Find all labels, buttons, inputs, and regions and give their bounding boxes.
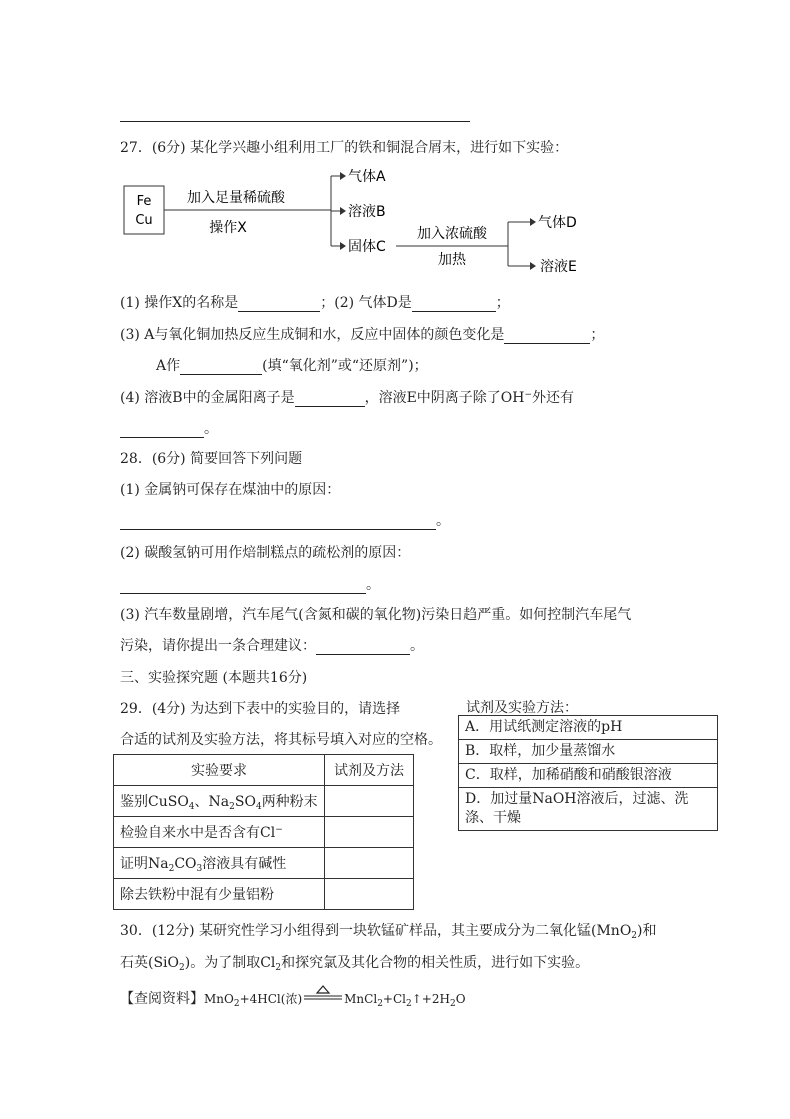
table-row [114, 848, 414, 879]
blank-gas-d[interactable] [412, 297, 496, 312]
answer-cell[interactable] [325, 848, 414, 879]
step1-bottom-label: 操作X [209, 220, 247, 236]
box-fe-label: Fe [136, 194, 152, 209]
arrow-gas-d [530, 218, 536, 226]
option-b: B．取样，加少量蒸馏水 [459, 740, 718, 764]
section3-heading: 三、实验探究题 (本题共16分) [120, 670, 308, 686]
equation-reactants: MnO$_2$+4HCl(浓) [204, 992, 303, 1009]
top-rule [120, 121, 470, 122]
answer-cell[interactable] [325, 879, 414, 910]
blank-sodium-reason[interactable] [120, 515, 436, 530]
box-cu-label: Cu [135, 213, 153, 228]
blank-anion[interactable] [120, 423, 204, 438]
option-d: D．加过量NaOH溶液后，过滤、洗涤、干燥 [459, 788, 718, 831]
q27-line5: 。 [120, 418, 218, 438]
requirement-cell: 除去铁粉中混有少量铝粉 [114, 879, 325, 910]
arrow-solution-e [530, 262, 536, 270]
step2-bottom-label: 加热 [438, 252, 466, 268]
requirement-cell: 鉴别CuSO$_4$、$Na_2SO_4$两种粉末 [114, 786, 325, 817]
option-row [459, 764, 718, 788]
q29-line1: 29．(4分) 为达到下表中的实验目的，请选择 [120, 701, 401, 717]
q28-p2: (2) 碳酸氢钠可用作焙制糕点的疏松剂的原因： [120, 545, 411, 561]
q28-p1-answer: 。 [120, 510, 450, 530]
blank-agent-type[interactable] [180, 360, 262, 375]
step1-top-label: 加入足量稀硫酸 [187, 190, 285, 206]
gas-a-label: 气体A [348, 169, 386, 185]
q27-flow-diagram [118, 160, 598, 280]
blank-metal-cation[interactable] [295, 392, 365, 407]
q28-title: 28．(6分) 简要回答下列问题 [120, 451, 303, 467]
q30-line1: 30．(12分) 某研究性学习小组得到一块软锰矿样品，其主要成分为二氧化锰(MnO$_2$)和 [120, 923, 657, 941]
q28-p3a: (3) 汽车数量剧增，汽车尾气(含氮和碳的氧化物)污染日趋严重。如何控制汽车尾气 [120, 607, 632, 623]
options-title: 试剂及实验方法： [466, 700, 578, 716]
q28-p3b: 污染，请你提出一条合理建议： 。 [120, 638, 424, 654]
q27-line4: (4) 溶液B中的金属阳离子是 ，溶液E中阴离子除了OH−外还有 [120, 390, 575, 406]
q27-line1: (1) 操作X的名称是 ；(2) 气体D是 ； [120, 295, 510, 311]
table-row [114, 786, 414, 817]
table-row [114, 817, 414, 848]
heat-equals-sign [302, 995, 344, 1009]
step2-top-label: 加入浓硫酸 [417, 226, 487, 242]
q28-p2-answer: 。 [120, 574, 380, 594]
q29-line2: 合适的试剂及实验方法，将其标号填入对应的空格。 [120, 732, 442, 748]
q27-line2: (3) A与氧化铜加热反应生成铜和水，反应中固体的颜色变化是 ； [120, 327, 605, 343]
blank-bicarbonate-reason[interactable] [120, 579, 366, 594]
gas-d-label: 气体D [538, 215, 577, 231]
equation-products: $MnCl_2+Cl_2↑+2H_2O$ [344, 992, 466, 1009]
table-row [114, 879, 414, 910]
reference-label: 【查阅资料】 [120, 991, 204, 1007]
header-requirement: 实验要求 [114, 755, 325, 786]
answer-cell[interactable] [325, 786, 414, 817]
blank-operation-x[interactable] [238, 297, 320, 312]
arrow-solution-b [340, 207, 346, 215]
requirement-cell: 证明$Na_2CO_3$溶液具有碱性 [114, 848, 325, 879]
q28-p1: (1) 金属钠可保存在煤油中的原因： [120, 482, 341, 498]
option-a: A．用试纸测定溶液的pH [459, 716, 718, 740]
header-method: 试剂及方法 [325, 755, 414, 786]
blank-color-change[interactable] [504, 329, 590, 344]
option-c: C．取样，加稀硝酸和硝酸银溶液 [459, 764, 718, 788]
option-row [459, 740, 718, 764]
table-header-row [114, 755, 414, 786]
option-row [459, 788, 718, 831]
option-row [459, 716, 718, 740]
q30-line2: 石英(SiO$_2$)。为了制取$Cl_2$和探究氯及其化合物的相关性质，进行如下实验。 [120, 955, 590, 973]
blank-pollution-suggestion[interactable] [316, 640, 410, 655]
arrow-gas-a [340, 172, 346, 180]
q30-reference-equation [120, 988, 466, 1009]
q27-title: 27．(6分) 某化学兴趣小组利用工厂的铁和铜混合屑末，进行如下实验： [120, 140, 569, 156]
q27-line3: A作 (填“氧化剂”或“还原剂”)； [156, 358, 428, 374]
solution-b-label: 溶液B [348, 204, 386, 220]
q29-requirements-table [113, 754, 414, 910]
q29-options-table [458, 715, 718, 831]
solution-e-label: 溶液E [540, 259, 577, 275]
requirement-cell: 检验自来水中是否含有Cl− [114, 817, 325, 848]
solid-c-label: 固体C [348, 239, 386, 255]
arrow-solid-c [340, 242, 346, 250]
answer-cell[interactable] [325, 817, 414, 848]
